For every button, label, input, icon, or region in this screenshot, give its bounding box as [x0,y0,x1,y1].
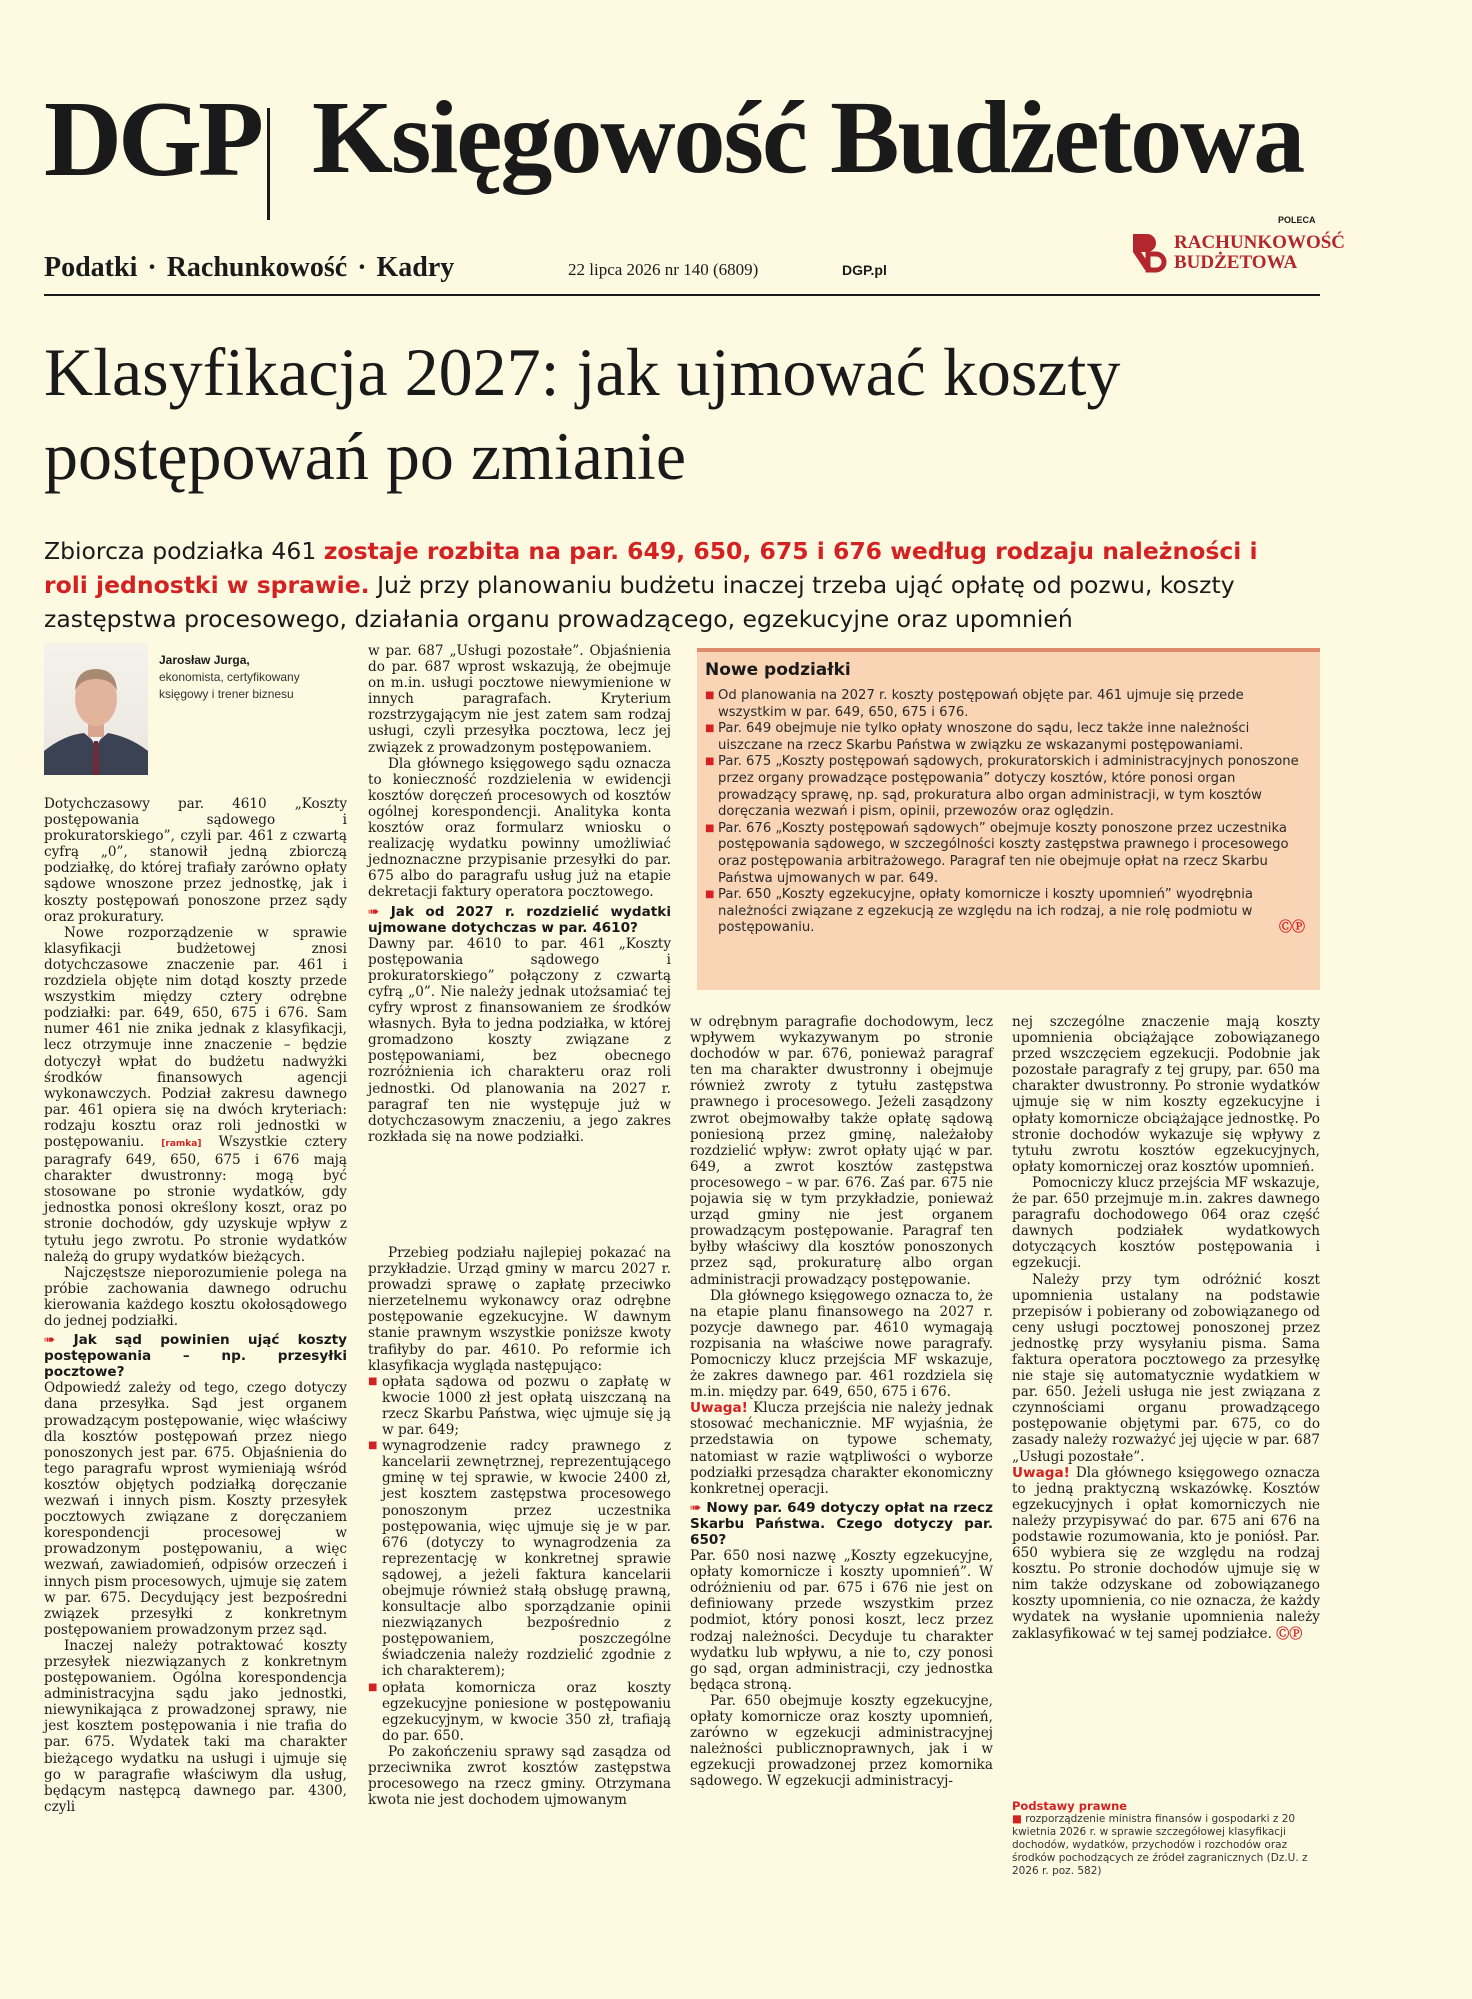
masthead-divider [267,108,270,220]
nav-separator: · [147,252,157,283]
paragraph: Pomocniczy klucz przejścia MF wskazuje, że par. 650 przejmuje m.in. zakres dawnego paragrafu dochodowego 064 oraz część dawnych podziałek wydatkowych dotyczących kosztów postępowania i egzekucji. [1012,1174,1320,1272]
author-info [159,652,329,703]
info-box [697,648,1320,990]
paragraph: Dla głównego księgowego oznacza to, że na etapie planu finansowego na 2027 r. pozycje dawnego par. 4610 wymagają rozpisania na właściwe nowe paragrafy. Pomocniczy klucz przejścia MF wskazuje, że zakres dawnego par. 461 rozdziela się m.in. między par. 649, 650, 675 i 676. [690,1287,993,1401]
info-box-item: ■ Par. 649 obejmuje nie tylko opłaty wnoszone do sądu, lecz także inne należności uiszczane na rzecz Skarbu Państwa w związku ze wskazanymi postępowaniami. [705,721,1305,754]
nav-separator: · [357,252,367,283]
masthead-rule [44,294,1320,296]
arrow-icon: ➠ [44,1332,74,1349]
poleca-label: POLECA [1278,215,1316,225]
paragraph: Uwaga! Dla głównego księgowego oznacza to jedną praktyczną wskazówkę. Kosztów egzekucyjnych i opłat komorniczych nie należy przypisywać do par. 675 ani 676 na podstawie rozumowania, kto je poniósł. Par. 650 wybiera się ze względu na rodzaj kosztu. Po stronie dochodów ujmuje się w nim także odzyskane od zobowiązanego koszty upomnienia, co nie oznacza, że każdy wydatek na wysłanie upomnienia należy zaklasyfikować w tej samej podziałce. ⒸⓅ [1012,1464,1320,1642]
author-photo [44,643,148,775]
question-heading: ➠ Jak od 2027 r. rozdzielić wydatki ujmowane dotychczas w par. 4610? [368,903,671,936]
dgp-logo: DGP [44,80,260,199]
paragraph: nej szczególne znaczenie mają koszty upomnienia obciążające zobowiązanego przed wszczęciem egzekucji. Podobnie jak pozostałe paragrafy z tej grupy, par. 650 ma charakter dwustronny. Po stronie wydatków ujmuje się w nim koszty egzekucyjne i opłaty komornicze obciążające jednostkę. Po stronie dochodów wykazuje się wpływy z tytułu zwrotu kosztów egzekucyjnych, opłaty komorniczej oraz kosztów upomnień. [1012,1014,1320,1175]
author-name: Jarosław Jurga, [159,653,250,667]
legal-basis-text: ■ rozporządzenie ministra finansów i gospodarki z 20 kwietnia 2026 r. w sprawie szczegółowej klasyfikacji dochodów, wydatków, przychodów i rozchodów oraz środków pochodzących ze źródeł zagranicznych (Dz.U. z 2026 r. poz. 582) [1012,1813,1308,1877]
article-headline: Klasyfikacja 2027: jak ujmować koszty postępowań po zmianie [44,334,1121,494]
paragraph: Dla głównego księgowego sądu oznacza to konieczność rozdzielenia w ewidencji kosztów doręczeń procesowych od kosztów ogólnej korespondencji. Analityka konta kosztów oraz formularz wniosku o realizację wydatku powinny umożliwiać jednoznaczne przypisanie przesyłki do par. 675 albo do paragrafu usług już na etapie dekretacji faktury operatora pocztowego. [368,755,671,901]
question-heading: ➠ Nowy par. 649 dotyczy opłat na rzecz Skarbu Państwa. Czego dotyczy par. 650? [690,1499,993,1548]
site-link[interactable]: DGP.pl [842,262,887,278]
paragraph: Należy przy tym odróżnić koszt upomnienia ustalany na podstawie przepisów i pobierany od zobowiązanego od ceny usługi pocztowej ponoszonej przez jednostkę przy wysyłaniu pisma. Sama faktura operatora pocztowego za przesyłkę nie staje się automatycznie wydatkiem w par. 650. Jeżeli usługa nie jest związana z czynnościami organu prowadzącego postępowanie objętymi par. 675, co do zasady należy rozważyć jej ujęcie w par. 687 „Usługi pozostałe”. [1012,1271,1320,1465]
legal-basis-title: Podstawy prawne [1012,1799,1128,1813]
rb-logo-icon [1130,230,1168,276]
info-box-item: ■ Par. 676 „Koszty postępowań sądowych” obejmuje koszty ponoszone przez uczestnika postępowania sądowego, w szczególności koszty zastępstwa prawnego i procesowego oraz postępowania arbitrażowego. Paragraf ten nie obejmuje opłat na rzecz Skarbu Państwa ujmowanych w par. 649. [705,821,1305,887]
warning-label: Uwaga! [1012,1464,1070,1481]
nav-item-kadry[interactable]: Kadry [376,252,455,283]
paragraph: Inaczej należy potraktować koszty przesyłek niezwiązanych z konkretnym postępowaniem. Ogólna korespondencja administracyjna sądu jako jednostki, niewynikająca z prowadzonej sprawy, nie jest kosztem postępowania i nie trafia do par. 675. Wydatek taki ma charakter bieżącego wydatku na usługi i ujmuje się go w paragrafie właściwym dla usług, będącym następcą dawnego par. 4300, czyli [44,1637,347,1815]
box-reference-tag[interactable]: [ramka] [161,1138,202,1149]
arrow-icon: ➠ [690,1499,707,1516]
partner-logo[interactable] [1130,230,1345,276]
paragraph: Dawny par. 4610 to par. 461 „Koszty postępowania sądowego i prokuratorskiego” połączony z czwartą cyfrą „0”. Nie należy jednak utożsamiać tej cyfry wprost z finansowaniem ze środków własnych. Była to jedna podziałka, w której gromadzono koszty związane z postępowaniami, bez obecnego rozróżnienia ich charakteru oraz roli jednostki. Od planowania na 2027 r. paragraf ten nie występuje już w dotychczasowym znaczeniu, a jego zakres rozkłada się na nowe podziałki. [368,935,671,1145]
author-portrait-icon [44,643,148,775]
paragraph: Uwaga! Klucza przejścia nie należy jednak stosować mechanicznie. MF wyjaśnia, że przedstawia on typowe schematy, natomiast w razie wątpliwości o wyborze podziałki przesądza charakter ekonomiczny konkretnej operacji. [690,1400,993,1497]
info-box-item-text: Par. 650 „Koszty egzekucyjne, opłaty komornicze i koszty upomnień” wyodrębnia należności związane z egzekucją ze względu na ich rodzaj, a nie rolę podmiotu w postępowaniu. [718,887,1253,936]
article-column-1 [44,796,347,1815]
article-column-5 [1012,1014,1320,1643]
list-item: ■ wynagrodzenie radcy prawnego z kancelarii zewnętrznej, reprezentującego gminę w tej sprawie, w kwocie 2400 zł, jest kosztem zastępstwa procesowego ponoszonym przez uczestnika postępowania, więc ujmuje się je w par. 676 (dotyczy to wynagrodzenia za reprezentację w konkretnej sprawie sądowej, a jeżeli faktura kancelarii obejmuje również stałą obsługę prawną, konsultacje albo sporządzanie opinii niezwiązanych bezpośrednio z postępowaniem, poszczególne świadczenia należy rozdzielić zgodnie z ich charakterem); [368,1438,671,1679]
paragraph: Po zakończeniu sprawy sąd zasądza od przeciwnika zwrot kosztów zastępstwa procesowego na rzecz gminy. Otrzymana kwota nie jest dochodem ujmowanym [368,1743,671,1809]
nav-item-podatki[interactable]: Podatki [44,252,138,283]
question-heading: ➠ Jak sąd powinien ująć koszty postępowania – np. przesyłki pocztowe? [44,1332,348,1381]
info-box-item: ■ Par. 675 „Koszty postępowań sądowych, prokuratorskich i administracyjnych ponoszone przez organy prowadzące postępowania” dotyczy kosztów, które ponosi organ prowadzący sprawę, np. sąd, prokuratura albo organ administracji, w tym kosztów doręczania wezwań i pism, opinii, przewozów oraz oględzin. [705,754,1305,820]
info-box-item [705,887,1305,937]
paragraph: Nowe rozporządzenie w sprawie klasyfikacji budżetowej znosi dotychczasowe znaczenie par. 461 i rozdziela objęte nim dotąd koszty przede wszystkim między cztery odrębne podziałki: par. 649, 650, 675 i 676. Sam numer 461 nie znika jednak z klasyfikacji, lecz otrzymuje inne znaczenie – będzie dotyczył wpłat do budżetu nadwyżki środków finansowych agencji wykonawczych. Podział zakresu dawnego par. 461 opiera się na dwóch kryteriach: rodzaju kosztu oraz roli jednostki w postępowaniu. [ramka] Wszystkie cztery paragrafy 649, 650, 675 i 676 mają charakter dwustronny: mogą być stosowane po stronie wydatków, gdy jednostka ponosi określony koszt, oraz po stronie dochodów, gdy uzyskuje wpływ z tytułu jego zwrotu. Po stronie wydatków należą do grupy wydatków bieżących. [44,924,347,1265]
bullet-icon: ■ [1012,1813,1026,1825]
paragraph: Par. 650 nosi nazwę „Koszty egzekucyjne, opłaty komornicze i koszty upomnień”. W odróżnieniu od par. 675 i 676 nie jest on definiowany przede wszystkim przez podmiot, który ponosi koszt, lecz przez rodzaj należności. Decyduje tu charakter wydatku lub wpływu, a nie to, czy ponosi go sąd, organ administracji, czy jednostka będąca stroną. [690,1548,993,1693]
example-list [368,1374,671,1744]
arrow-icon: ➠ [368,903,391,920]
partner-logo-line2: BUDŻETOWA [1174,252,1298,273]
paragraph: Odpowiedź zależy od tego, czego dotyczy dana przesyłka. Sąd jest organem prowadzącym postępowanie, więc właściwy dla kosztów postępowań przez niego ponoszonych jest par. 675. Objaśnienia do tego paragrafu wprost wymieniają wśród kosztów objętych podziałką doręczanie wezwań i innych pism. Koszty przesyłek pocztowych związane z doręczaniem korespondencji procesowej w prowadzonym postępowaniu, a więc wezwań, zawiadomień, odpisów orzeczeń i innych pism procesowych, ujmuje się zatem w par. 675. Decydujący jest bezpośredni związek przesyłki z konkretnym postępowaniem prowadzonym przez sąd. [44,1380,347,1638]
article-column-2 [368,643,671,1145]
author-bio: ekonomista, certyfikowany księgowy i trener biznesu [159,670,300,701]
lead-highlight: zostaje rozbita na par. 649, 650, 675 i 676 według rodzaju należności i roli jednostki w sprawie. [44,537,1258,599]
lead-start: Zbiorcza podziałka 461 [44,537,324,565]
issue-info: 22 lipca 2026 nr 140 (6809) [568,260,759,279]
paragraph: w odrębnym paragrafie dochodowym, lecz wpływem wykazywanym po stronie dochodów w par. 676, ponieważ paragraf ten ma charakter dwustronny i obejmuje również zwroty z tytułu zastępstwa prawnego i procesowego. Jeżeli zasądzony zwrot obejmowałby także opłatę sądową poniesioną przez gminę, należałoby rozdzielić wpływ: zwrot opłaty ująć w par. 649, a zwrot kosztów zastępstwa procesowego – w par. 676. Zaś par. 675 nie pojawia się w tym przykładzie, ponieważ urząd gminy nie jest organem prowadzącym postępowanie. Paragraf ten byłby właściwy dla kosztów ponoszonych przez sąd, prokuraturę albo organ administracji prowadzący postępowanie. [690,1014,993,1288]
article-column-3 [368,1245,671,1808]
section-title: Księgowość Budżetowa [312,80,1304,195]
copyright-mark: ⒸⓅ [1278,920,1305,936]
legal-basis [1012,1800,1322,1878]
copyright-mark: ⒸⓅ [1276,1626,1303,1642]
article-column-4 [690,1014,993,1790]
info-box-list [705,688,1305,937]
paragraph: w par. 687 „Usługi pozostałe”. Objaśnienia do par. 687 wprost wskazują, że obejmuje on m.in. usługi pocztowe niewymienione w innych paragrafach. Kryterium rozstrzygającym nie jest zatem sam rodzaj usługi, czyli przesyłka pocztowa, lecz jej związek z prowadzonym postępowaniem. [368,643,671,756]
section-nav [44,252,454,284]
info-box-item: ■ Od planowania na 2027 r. koszty postępowań objęte par. 461 ujmuje się przede wszystkim w par. 649, 650, 675 i 676. [705,688,1305,721]
warning-label: Uwaga! [690,1400,748,1417]
paragraph: Par. 650 obejmuje koszty egzekucyjne, opłaty komornicze oraz koszty upomnień, zarówno w egzekucji administracyjnej należności publicznoprawnych, jak i w egzekucji prowadzonej przez komornika sądowego. W egzekucji administracyj- [690,1692,993,1790]
article-lead [44,534,1294,636]
info-box-title: Nowe podziałki [705,660,851,680]
paragraph: Najczęstsze nieporozumienie polega na próbie zachowania dawnego odruchu kierowania każdego kosztu okołosądowego do jednej podziałki. [44,1264,347,1329]
list-item: ■ opłata sądowa od pozwu o zapłatę w kwocie 1000 zł jest opłatą uiszczaną na rzecz Skarbu Państwa, więc ujmuje się ją w par. 649; [368,1374,671,1438]
partner-logo-line1: RACHUNKOWOŚĆ [1174,232,1346,254]
paragraph: Dotychczasowy par. 4610 „Koszty postępowania sądowego i prokuratorskiego”, czyli par. 461 z czwartą cyfrą „0”, stanowił jedną zbiorczą podziałkę, do której trafiały zarówno opłaty sądowe wnoszone przez jednostkę, jak i koszty postępowań ponoszone przez sądy oraz prokuratury. [44,796,347,925]
paragraph: Przebieg podziału najlepiej pokazać na przykładzie. Urząd gminy w marcu 2027 r. prowadzi sprawę o zapłatę przeciwko nierzetelnemu wykonawcy oraz odrębne postępowanie egzekucyjne. W dawnym stanie prawnym wszystkie poniższe kwoty trafiłyby do par. 4610. Po reformie ich klasyfikacja wygląda następująco: [368,1245,671,1374]
lead-rest: Już przy planowaniu budżetu inaczej trzeba ująć opłatę od pozwu, koszty zastępstwa procesowego, działania organu prowadzącego, egzekucyjne oraz upomnień [44,571,1235,633]
nav-item-rachunkowosc[interactable]: Rachunkowość [166,252,348,283]
list-item: ■ opłata komornicza oraz koszty egzekucyjne poniesione w postępowaniu egzekucyjnym, w kwocie 350 zł, trafiają do par. 650. [368,1680,671,1744]
